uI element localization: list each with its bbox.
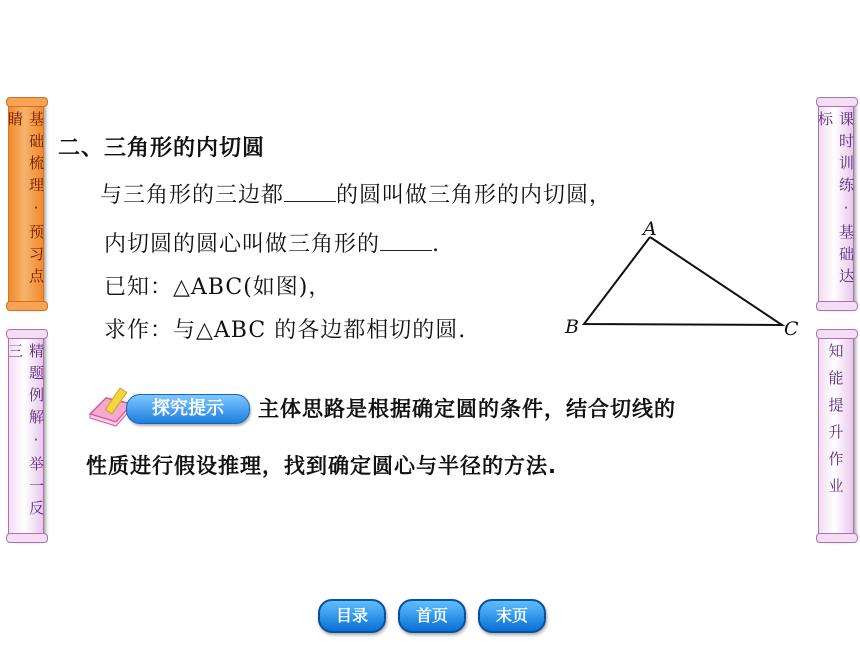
scroll-roll-bottom <box>6 533 48 543</box>
definition-line-1 <box>100 178 612 209</box>
definition-line-1-start: 与三角形的三边都 <box>100 183 285 208</box>
hint-text-line-1: 主体思路是根据确定圆的条件，结合切线的 <box>258 397 676 421</box>
definition-line-2-end: . <box>432 232 441 257</box>
tab-basic-review-label: 基础梳理·预习点睛 <box>6 111 45 290</box>
triangle-abc <box>584 237 782 325</box>
given-line: 已知：△ABC(如图)， <box>104 275 332 300</box>
definition-line-2 <box>104 227 440 258</box>
scroll-roll-top <box>816 329 858 339</box>
scroll-roll-top <box>6 329 48 339</box>
tab-ability-homework-label: 知能提升作业 <box>826 343 845 505</box>
vertex-label-c: C <box>784 318 799 340</box>
tab-example-explained-label: 精题例解·举一反三 <box>6 343 45 522</box>
tab-basic-review[interactable] <box>8 100 44 308</box>
construct-line: 求作：与△ABC 的各边都相切的圆. <box>104 318 467 343</box>
tab-class-training[interactable] <box>818 100 854 308</box>
last-page-button[interactable]: 末页 <box>478 599 546 633</box>
scroll-roll-bottom <box>816 301 858 311</box>
vertex-label-b: B <box>565 316 579 338</box>
hint-badge <box>86 384 254 428</box>
first-page-button[interactable]: 首页 <box>398 599 466 633</box>
section-heading: 二、三角形的内切圆 <box>58 136 266 161</box>
scroll-roll-top <box>6 97 48 107</box>
scroll-roll-top <box>816 97 858 107</box>
tab-class-training-label: 课时训练·基础达标 <box>816 111 855 290</box>
hint-text-line-2: 性质进行假设推理，找到确定圆心与半径的方法. <box>86 454 557 478</box>
scroll-roll-bottom <box>6 301 48 311</box>
answer-blank-2 <box>380 249 432 251</box>
toc-button[interactable]: 目录 <box>318 599 386 633</box>
definition-line-2-start: 内切圆的圆心叫做三角形的 <box>104 232 381 257</box>
scroll-roll-bottom <box>816 533 858 543</box>
triangle-abc-figure <box>560 215 810 345</box>
tab-example-explained[interactable] <box>8 332 44 540</box>
tab-ability-homework[interactable] <box>818 332 854 540</box>
hint-label: 探究提示 <box>126 394 250 424</box>
definition-line-1-end: 的圆叫做三角形的内切圆， <box>336 183 613 208</box>
answer-blank-1 <box>284 200 336 202</box>
vertex-label-a: A <box>643 218 657 240</box>
